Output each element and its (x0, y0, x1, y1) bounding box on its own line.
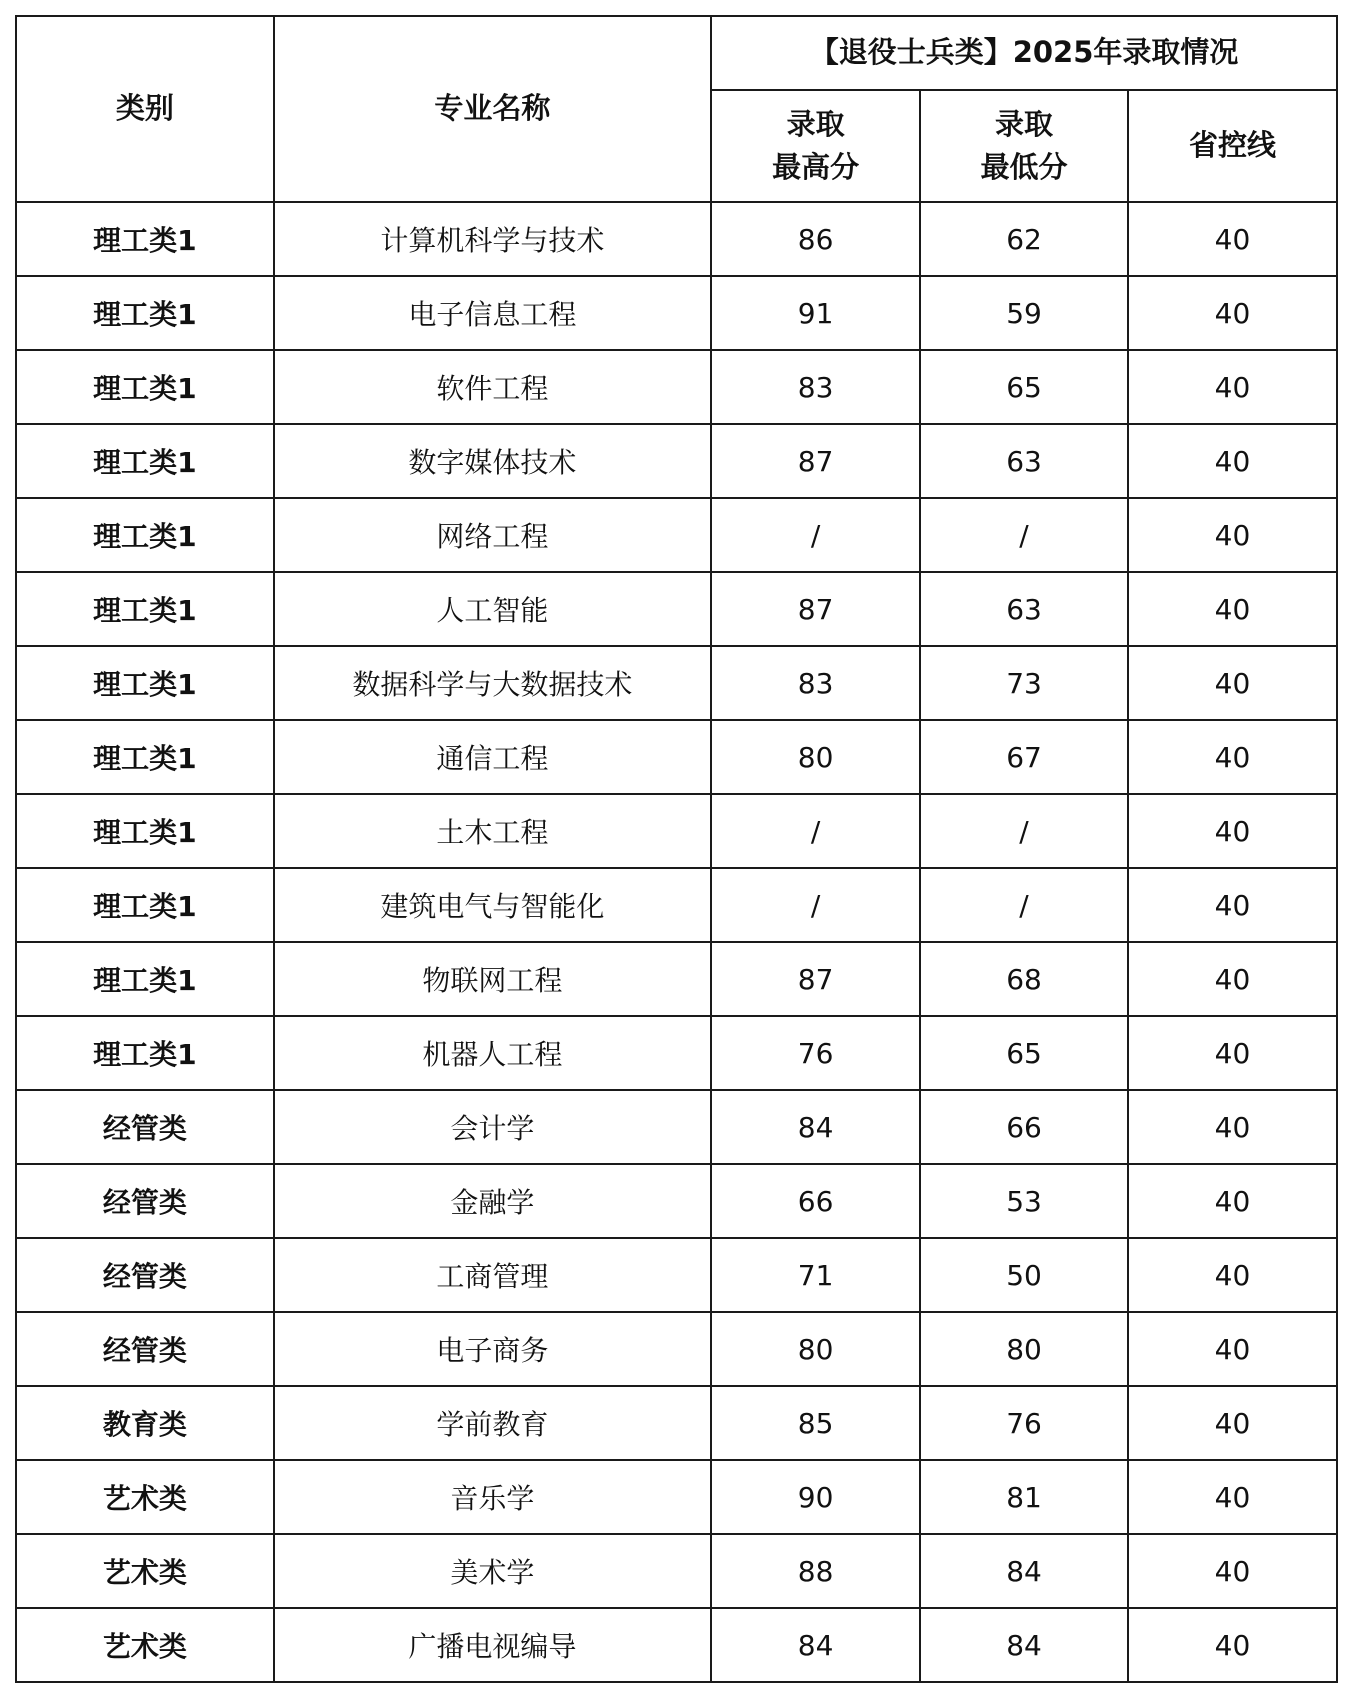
cell-control-line: 40 (1128, 942, 1337, 1016)
cell-major: 学前教育 (274, 1386, 711, 1460)
cell-category: 艺术类 (16, 1608, 274, 1682)
table-header (16, 16, 1337, 202)
table-row (16, 720, 1337, 794)
table-row (16, 646, 1337, 720)
cell-max-score: 84 (711, 1090, 920, 1164)
cell-control-line: 40 (1128, 1386, 1337, 1460)
cell-control-line: 40 (1128, 1164, 1337, 1238)
cell-min-score: 68 (920, 942, 1128, 1016)
cell-max-score: 71 (711, 1238, 920, 1312)
header-max-score (711, 90, 920, 202)
cell-control-line: 40 (1128, 868, 1337, 942)
cell-control-line: 40 (1128, 1238, 1337, 1312)
table-row (16, 202, 1337, 276)
header-max-score-line1: 录取 (786, 106, 845, 141)
cell-control-line: 40 (1128, 276, 1337, 350)
cell-control-line: 40 (1128, 572, 1337, 646)
cell-min-score: 84 (920, 1534, 1128, 1608)
cell-max-score: 85 (711, 1386, 920, 1460)
table-row (16, 1090, 1337, 1164)
cell-category: 理工类1 (16, 646, 274, 720)
cell-category: 理工类1 (16, 276, 274, 350)
cell-min-score: 53 (920, 1164, 1128, 1238)
cell-major: 土木工程 (274, 794, 711, 868)
table-row (16, 350, 1337, 424)
cell-max-score: / (711, 794, 920, 868)
cell-major: 通信工程 (274, 720, 711, 794)
cell-major: 电子信息工程 (274, 276, 711, 350)
cell-min-score: 81 (920, 1460, 1128, 1534)
cell-control-line: 40 (1128, 350, 1337, 424)
header-group-title: 【退役士兵类】2025年录取情况 (711, 16, 1337, 90)
cell-control-line: 40 (1128, 720, 1337, 794)
cell-min-score: 63 (920, 572, 1128, 646)
cell-category: 经管类 (16, 1164, 274, 1238)
cell-control-line: 40 (1128, 1090, 1337, 1164)
cell-category: 理工类1 (16, 942, 274, 1016)
cell-category: 理工类1 (16, 498, 274, 572)
cell-min-score: 73 (920, 646, 1128, 720)
cell-max-score: 66 (711, 1164, 920, 1238)
table-row (16, 1238, 1337, 1312)
cell-max-score: 76 (711, 1016, 920, 1090)
header-control-line: 省控线 (1128, 90, 1337, 202)
cell-min-score: 62 (920, 202, 1128, 276)
header-min-score-line2: 最低分 (980, 150, 1068, 184)
cell-major: 网络工程 (274, 498, 711, 572)
cell-category: 理工类1 (16, 202, 274, 276)
table-row (16, 1312, 1337, 1386)
cell-min-score: 59 (920, 276, 1128, 350)
cell-category: 理工类1 (16, 350, 274, 424)
header-min-score-line1: 录取 (995, 106, 1054, 141)
cell-control-line: 40 (1128, 1312, 1337, 1386)
cell-min-score: 65 (920, 1016, 1128, 1090)
cell-min-score: / (920, 498, 1128, 572)
cell-max-score: 83 (711, 646, 920, 720)
header-category: 类别 (16, 16, 274, 202)
admissions-table (15, 15, 1338, 1683)
header-max-score-line2: 最高分 (772, 150, 860, 184)
cell-min-score: 80 (920, 1312, 1128, 1386)
cell-max-score: 91 (711, 276, 920, 350)
cell-major: 软件工程 (274, 350, 711, 424)
cell-category: 经管类 (16, 1312, 274, 1386)
cell-major: 建筑电气与智能化 (274, 868, 711, 942)
cell-major: 电子商务 (274, 1312, 711, 1386)
cell-category: 理工类1 (16, 1016, 274, 1090)
cell-major: 工商管理 (274, 1238, 711, 1312)
cell-max-score: / (711, 498, 920, 572)
cell-max-score: 86 (711, 202, 920, 276)
cell-control-line: 40 (1128, 1608, 1337, 1682)
cell-control-line: 40 (1128, 794, 1337, 868)
cell-max-score: 83 (711, 350, 920, 424)
table-row (16, 1460, 1337, 1534)
cell-category: 教育类 (16, 1386, 274, 1460)
cell-major: 广播电视编导 (274, 1608, 711, 1682)
header-min-score (920, 90, 1128, 202)
cell-max-score: 80 (711, 1312, 920, 1386)
cell-major: 金融学 (274, 1164, 711, 1238)
cell-category: 经管类 (16, 1238, 274, 1312)
cell-max-score: 88 (711, 1534, 920, 1608)
table-row (16, 1164, 1337, 1238)
table-row (16, 868, 1337, 942)
cell-min-score: 76 (920, 1386, 1128, 1460)
cell-min-score: / (920, 868, 1128, 942)
cell-category: 理工类1 (16, 720, 274, 794)
cell-min-score: 67 (920, 720, 1128, 794)
table-row (16, 424, 1337, 498)
cell-max-score: 84 (711, 1608, 920, 1682)
cell-major: 音乐学 (274, 1460, 711, 1534)
cell-max-score: / (711, 868, 920, 942)
cell-category: 艺术类 (16, 1534, 274, 1608)
cell-control-line: 40 (1128, 1460, 1337, 1534)
cell-major: 机器人工程 (274, 1016, 711, 1090)
cell-min-score: 50 (920, 1238, 1128, 1312)
cell-min-score: 84 (920, 1608, 1128, 1682)
cell-control-line: 40 (1128, 424, 1337, 498)
cell-max-score: 90 (711, 1460, 920, 1534)
cell-major: 数字媒体技术 (274, 424, 711, 498)
cell-max-score: 87 (711, 424, 920, 498)
cell-major: 会计学 (274, 1090, 711, 1164)
cell-major: 人工智能 (274, 572, 711, 646)
table-row (16, 498, 1337, 572)
table-row (16, 1534, 1337, 1608)
cell-major: 美术学 (274, 1534, 711, 1608)
cell-major: 数据科学与大数据技术 (274, 646, 711, 720)
cell-control-line: 40 (1128, 646, 1337, 720)
cell-min-score: 63 (920, 424, 1128, 498)
table-row (16, 794, 1337, 868)
table-row (16, 1016, 1337, 1090)
cell-min-score: 66 (920, 1090, 1128, 1164)
cell-category: 理工类1 (16, 868, 274, 942)
cell-major: 计算机科学与技术 (274, 202, 711, 276)
cell-max-score: 80 (711, 720, 920, 794)
cell-category: 理工类1 (16, 572, 274, 646)
cell-control-line: 40 (1128, 1534, 1337, 1608)
cell-category: 理工类1 (16, 794, 274, 868)
cell-control-line: 40 (1128, 1016, 1337, 1090)
table-row (16, 942, 1337, 1016)
cell-category: 经管类 (16, 1090, 274, 1164)
cell-min-score: / (920, 794, 1128, 868)
table-row (16, 276, 1337, 350)
cell-control-line: 40 (1128, 202, 1337, 276)
table-row (16, 1386, 1337, 1460)
table-body (16, 202, 1337, 1682)
cell-category: 艺术类 (16, 1460, 274, 1534)
cell-max-score: 87 (711, 572, 920, 646)
table-row (16, 1608, 1337, 1682)
table-row (16, 572, 1337, 646)
cell-control-line: 40 (1128, 498, 1337, 572)
cell-major: 物联网工程 (274, 942, 711, 1016)
cell-min-score: 65 (920, 350, 1128, 424)
cell-max-score: 87 (711, 942, 920, 1016)
cell-category: 理工类1 (16, 424, 274, 498)
header-major: 专业名称 (274, 16, 711, 202)
